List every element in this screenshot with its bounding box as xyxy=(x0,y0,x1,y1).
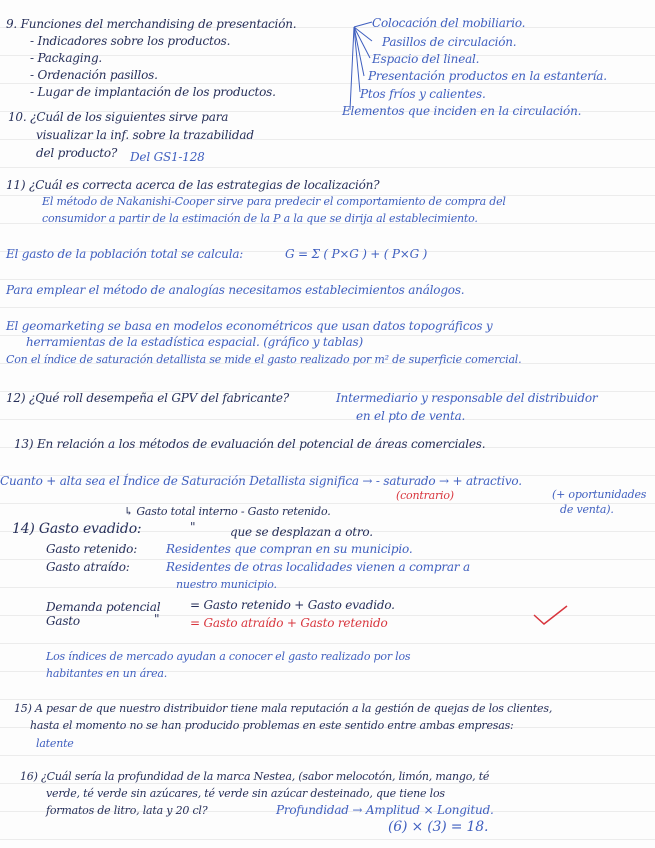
q9-right-item: Elementos que inciden en la circulación. xyxy=(342,104,582,118)
q16-line: 16) ¿Cuál sería la profundidad de la marca Nestea, (sabor melocotón, limón, mango, té xyxy=(20,770,490,783)
q14-indices: Los índices de mercado ayudan a conocer el gasto realizado por los xyxy=(46,650,411,663)
q9-right-item: Presentación productos en la estantería. xyxy=(368,69,607,83)
q13-contrario: (contrario) xyxy=(396,489,454,502)
q10-line: visualizar la inf. sobre la trazabilidad xyxy=(36,128,254,142)
q14-demand-label: Demanda potencial xyxy=(46,600,161,614)
q11-answer: herramientas de la estadística espacial. (gráfico y tablas) xyxy=(26,335,363,349)
q16-line: verde, té verde sin azúcares, té verde sin azúcar desteinado, que tiene los xyxy=(46,787,445,800)
q11-answer: consumidor a partir de la estimación de la P a la que se dirija al establecimiento. xyxy=(42,212,478,225)
q10-line: del producto? xyxy=(36,146,118,160)
q14-quote: " xyxy=(154,612,160,626)
q9-right-item: Pasillos de circulación. xyxy=(382,35,517,49)
q10-line: 10. ¿Cuál de los siguientes sirve para xyxy=(8,110,229,124)
q9-left-item: - Packaging. xyxy=(30,51,103,65)
q14-demand-eq: = Gasto retenido + Gasto evadido. xyxy=(190,598,395,612)
q13-title: 13) En relación a los métodos de evaluación del potencial de áreas comerciales. xyxy=(14,437,486,451)
q15-line: hasta el momento no se han producido problemas en este sentido entre ambas empresas: xyxy=(30,719,514,732)
q9-left-item: - Lugar de implantación de los productos. xyxy=(30,85,276,99)
q16-line: formatos de litro, lata y 20 cl? xyxy=(46,804,208,817)
q14-arrow-note: ↳ Gasto total interno - Gasto retenido. xyxy=(124,505,331,518)
q9-left-item: - Ordenación pasillos. xyxy=(30,68,158,82)
q15-answer: latente xyxy=(36,737,74,750)
q11-title: 11) ¿Cuál es correcta acerca de las estrategias de localización? xyxy=(6,178,380,192)
q13-answer: Cuanto + alta sea el Índice de Saturación Detallista significa → - saturado → + atractivo. xyxy=(0,474,522,488)
q14-text: que se desplazan a otro. xyxy=(230,525,373,539)
q16-answer: Profundidad → Amplitud × Longitud. xyxy=(276,803,494,817)
q13-oportunidades: (+ oportunidades xyxy=(552,488,647,501)
q13-oportunidades: de venta). xyxy=(560,503,614,516)
q12-answer: en el pto de venta. xyxy=(356,409,466,423)
q14-text: Residentes de otras localidades vienen a comprar a xyxy=(166,560,470,574)
q9-right-item: Colocación del mobiliario. xyxy=(372,16,526,30)
q11-answer: Con el índice de saturación detallista se mide el gasto realizado por m² de superficie comercial. xyxy=(6,353,522,366)
checkmark-icon xyxy=(534,606,567,624)
q14-text: nuestro municipio. xyxy=(176,578,277,591)
q11-answer: El gasto de la población total se calcula: xyxy=(6,247,244,261)
q9-title: 9. Funciones del merchandising de presentación. xyxy=(6,17,297,31)
q15-line: 15) A pesar de que nuestro distribuidor tiene mala reputación a la gestión de quejas de los clientes, xyxy=(14,702,553,715)
q16-calc: (6) × (3) = 18. xyxy=(388,819,489,835)
q10-answer: Del GS1-128 xyxy=(130,150,205,164)
q9-left-item: - Indicadores sobre los productos. xyxy=(30,34,231,48)
q9-right-item: Espacio del lineal. xyxy=(372,52,480,66)
q14-indices: habitantes en un área. xyxy=(46,667,168,680)
q14-label: 14) Gasto evadido: xyxy=(12,521,142,537)
q11-formula: G = Σ ( P×G ) + ( P×G ) xyxy=(285,247,428,261)
q9-right-item: Ptos fríos y calientes. xyxy=(360,87,486,101)
q14-quote: " xyxy=(190,520,196,534)
q14-label: Gasto atraído: xyxy=(46,560,130,574)
q11-answer: El geomarketing se basa en modelos econométricos que usan datos topográficos y xyxy=(6,319,493,333)
q12-title: 12) ¿Qué roll desempeña el GPV del fabricante? xyxy=(6,391,289,405)
q14-text: Residentes que compran en su municipio. xyxy=(166,542,413,556)
q12-answer: Intermediario y responsable del distribuidor xyxy=(336,391,598,405)
q11-answer: Para emplear el método de analogías necesitamos establecimientos análogos. xyxy=(6,283,465,297)
q11-answer: El método de Nakanishi-Cooper sirve para predecir el comportamiento de compra del xyxy=(42,195,506,208)
q14-demand-eq: = Gasto atraído + Gasto retenido xyxy=(190,616,388,630)
q14-label: Gasto retenido: xyxy=(46,542,138,556)
q14-demand-label: Gasto xyxy=(46,614,80,628)
